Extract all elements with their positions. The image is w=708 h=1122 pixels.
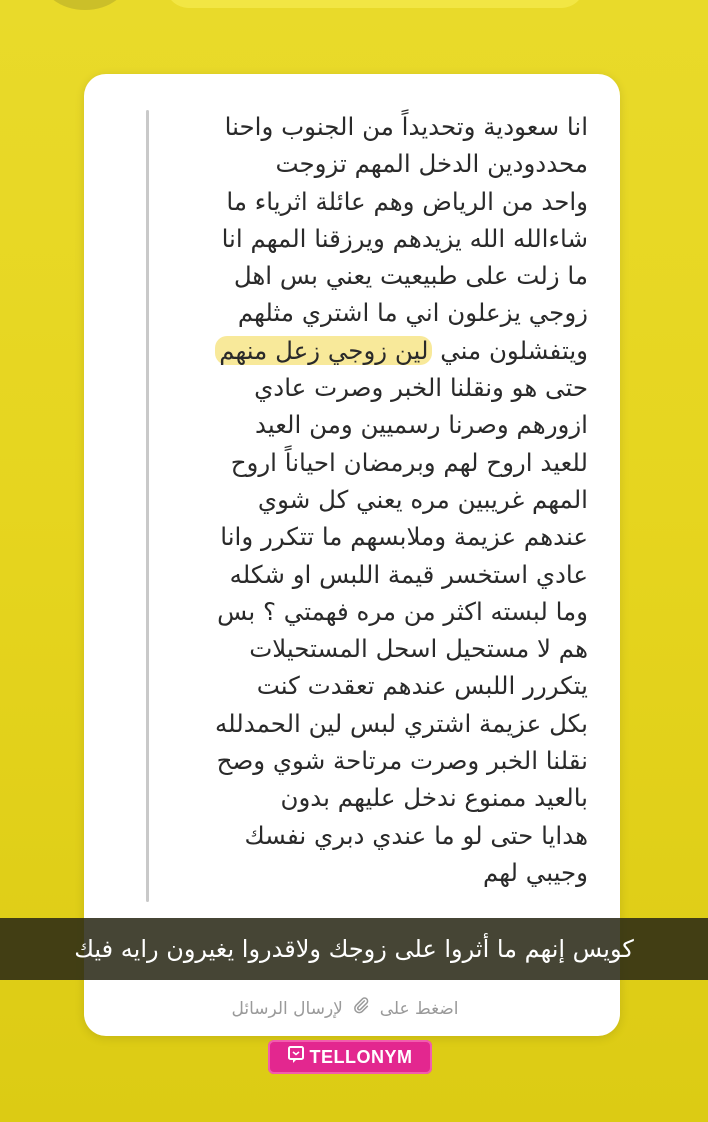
message-line: عندهم عزيمة وملابسهم ما تتكرر وانا xyxy=(220,522,588,552)
message-line: ازورهم وصرنا رسميين ومن العيد xyxy=(254,410,588,440)
background-decoration xyxy=(165,0,585,8)
reply-caption-text: كويس إنهم ما أثروا على زوجك ولاقدروا يغيرون رايه فيك xyxy=(74,935,634,963)
message-line: زوجي يزعلون اني ما اشتري مثلهم xyxy=(237,298,588,328)
message-line-part: ويتفشلون مني xyxy=(440,335,588,365)
message-line: محددودين الدخل المهم تزوجت xyxy=(275,149,588,179)
message-line: حتى هو ونقلنا الخبر وصرت عادي xyxy=(254,373,588,403)
message-line: وما لبسته اكثر من مره فهمتي ؟ بس xyxy=(217,596,588,626)
highlighted-text: لين زوجي زعل منهم xyxy=(215,336,432,365)
message-line: هم لا مستحيل اسحل المستحيلات xyxy=(249,634,588,664)
brand-label: TELLONYM xyxy=(309,1046,413,1067)
message-line: بكل عزيمة اشتري لبس لين الحمدلله xyxy=(215,708,588,738)
send-hint-after: لإرسال الرسائل xyxy=(231,999,343,1019)
message-line: شاءالله الله يزيدهم ويرزقنا المهم انا xyxy=(221,223,588,253)
message-line xyxy=(160,332,588,369)
message-line: بالعيد ممنوع ندخل عليهم بدون xyxy=(280,783,588,813)
message-line: يتكررر اللبس عندهم تعقدت كنت xyxy=(256,671,588,701)
tellonym-badge xyxy=(268,1040,432,1074)
paperclip-icon xyxy=(352,994,370,1024)
quote-bar xyxy=(146,110,149,902)
message-line: للعيد اروح لهم وبرمضان احياناً اروح xyxy=(230,447,588,477)
message-line: عادي استخسر قيمة اللبس او شكله xyxy=(229,559,588,589)
message-line: انا سعودية وتحديداً من الجنوب واحنا xyxy=(224,112,588,141)
message-line: المهم غريبين مره يعني كل شوي xyxy=(257,484,588,514)
message-line: واحد من الرياض وهم عائلة اثرياء ما xyxy=(226,186,588,216)
message-line: وجيبي لهم xyxy=(482,857,588,887)
message-line: نقلنا الخبر وصرت مرتاحة شوي وصح xyxy=(216,746,588,776)
background-decoration xyxy=(40,0,130,10)
send-hint[interactable] xyxy=(200,994,490,1024)
message-line: ما زلت على طبيعيت يعني بس اهل xyxy=(233,261,588,291)
send-hint-before: اضغط على xyxy=(379,999,459,1019)
message-line: هدايا حتى لو ما عندي دبري نفسك xyxy=(244,820,588,850)
message-text xyxy=(160,108,588,891)
tellonym-logo-icon xyxy=(288,1046,304,1068)
